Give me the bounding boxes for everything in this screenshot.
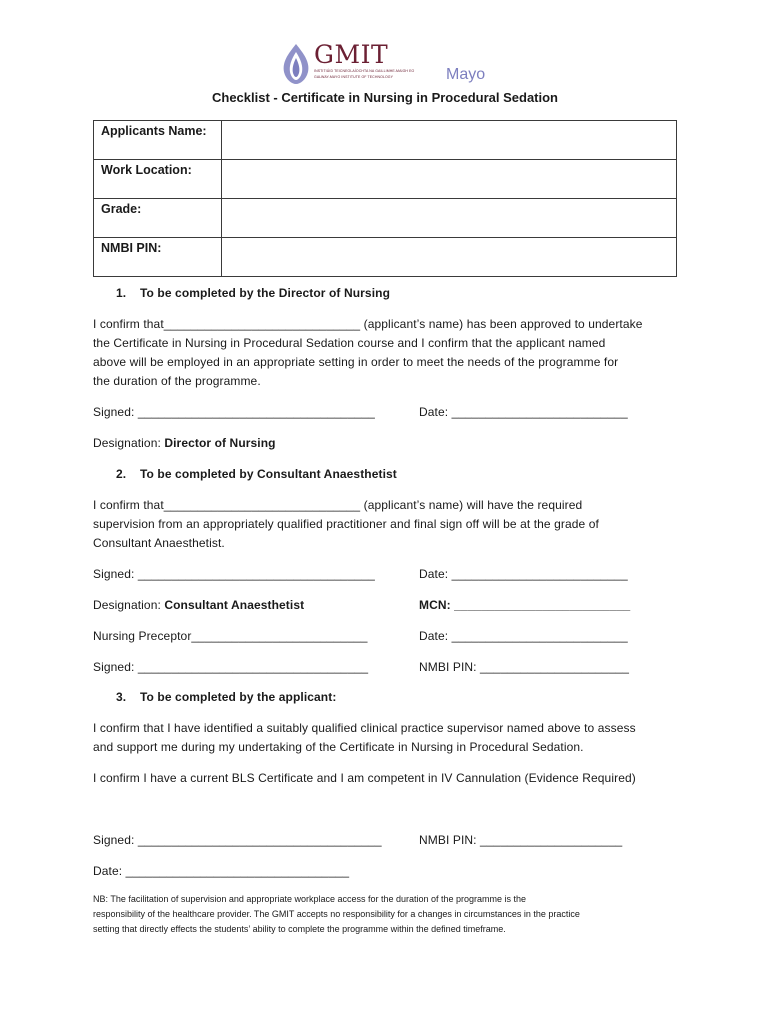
- table-row: [94, 199, 677, 238]
- section-3-body-line: I confirm that I have identified a suitably qualified clinical practice supervisor named above to assess: [93, 721, 636, 735]
- section-3-number: 3.: [116, 690, 127, 704]
- section-2-body-line: I confirm that_____________________________ (applicant’s name) will have the required: [93, 498, 583, 512]
- table-row: [94, 238, 677, 277]
- grade-field[interactable]: [222, 199, 677, 238]
- mcn-field[interactable]: MCN: __________________________: [419, 598, 631, 612]
- section-2-date-field[interactable]: Date: __________________________: [419, 567, 628, 581]
- section-1-signed-field[interactable]: Signed: ___________________________________: [93, 405, 375, 419]
- gmit-logo: [278, 42, 493, 90]
- section-2-number: 2.: [116, 467, 127, 481]
- section-2-heading: To be completed by Consultant Anaesthetist: [140, 467, 397, 481]
- grade-label: Grade:: [94, 199, 222, 238]
- logo-wordmark: GMIT: [314, 40, 389, 69]
- bls-statement: I confirm I have a current BLS Certificate and I am competent in IV Cannulation (Evidence Required): [93, 771, 636, 785]
- section-1-body-line: I confirm that_____________________________ (applicant’s name) has been approved to undertake: [93, 317, 643, 331]
- section-1-date-field[interactable]: Date: __________________________: [419, 405, 628, 419]
- section-3-heading: To be completed by the applicant:: [140, 690, 337, 704]
- preceptor-date-field[interactable]: Date: __________________________: [419, 629, 628, 643]
- footnote-line: setting that directly effects the students’ ability to complete the programme within the defined timeframe.: [93, 924, 506, 934]
- section-2-body-line: supervision from an appropriately qualified practitioner and final sign off will be at the grade of: [93, 517, 599, 531]
- table-row: [94, 121, 677, 160]
- section-1-number: 1.: [116, 286, 127, 300]
- nmbi-pin-field[interactable]: [222, 238, 677, 277]
- applicant-signed-field[interactable]: Signed: ____________________________________: [93, 833, 382, 847]
- section-2-designation: [93, 598, 304, 612]
- section-1-designation: [93, 436, 276, 450]
- designation-value: Consultant Anaesthetist: [164, 598, 305, 612]
- footnote-line: NB: The facilitation of supervision and appropriate workplace access for the duration of the programme is the: [93, 894, 527, 904]
- preceptor-signed-field[interactable]: Signed: __________________________________: [93, 660, 369, 674]
- applicant-name-label: Applicants Name:: [94, 121, 222, 160]
- section-1-heading: To be completed by the Director of Nursing: [140, 286, 391, 300]
- document-title: Checklist - Certificate in Nursing in Procedural Sedation: [211, 90, 559, 105]
- applicant-name-field[interactable]: [222, 121, 677, 160]
- campus-name: Mayo: [446, 66, 486, 83]
- gmit-flame-icon: [278, 42, 314, 86]
- preceptor-nmbi-field[interactable]: NMBI PIN: ______________________: [419, 660, 630, 674]
- table-row: [94, 160, 677, 199]
- logo-tagline-english: GALWAY-MAYO INSTITUTE OF TECHNOLOGY: [314, 75, 394, 79]
- section-1-body-line: the Certificate in Nursing in Procedural Sedation course and I confirm that the applicant named: [93, 336, 606, 350]
- applicant-date-field[interactable]: Date: _________________________________: [93, 864, 350, 878]
- designation-label: Designation:: [93, 598, 165, 612]
- section-1-body-line: the duration of the programme.: [93, 374, 261, 388]
- designation-label: Designation:: [93, 436, 165, 450]
- applicant-nmbi-field[interactable]: NMBI PIN: _____________________: [419, 833, 623, 847]
- applicant-details-table: [93, 120, 677, 277]
- work-location-label: Work Location:: [94, 160, 222, 199]
- section-2-body-line: Consultant Anaesthetist.: [93, 536, 225, 550]
- section-3-body-line: and support me during my undertaking of the Certificate in Nursing in Procedural Sedation.: [93, 740, 584, 754]
- nursing-preceptor-field[interactable]: Nursing Preceptor__________________________: [93, 629, 368, 643]
- section-2-signed-field[interactable]: Signed: ___________________________________: [93, 567, 375, 581]
- work-location-field[interactable]: [222, 160, 677, 199]
- footnote-line: responsibility of the healthcare provider. The GMIT accepts no responsibility for a changes in circumstances in the practice: [93, 909, 580, 919]
- section-1-body-line: above will be employed in an appropriate setting in order to meet the needs of the programme for: [93, 355, 619, 369]
- designation-value: Director of Nursing: [164, 436, 276, 450]
- logo-tagline-irish: INSTITIÚID TEICNEOLAÍOCHTA NA GAILLIMHE-MAIGH EO: [314, 69, 415, 73]
- nmbi-pin-label: NMBI PIN:: [94, 238, 222, 277]
